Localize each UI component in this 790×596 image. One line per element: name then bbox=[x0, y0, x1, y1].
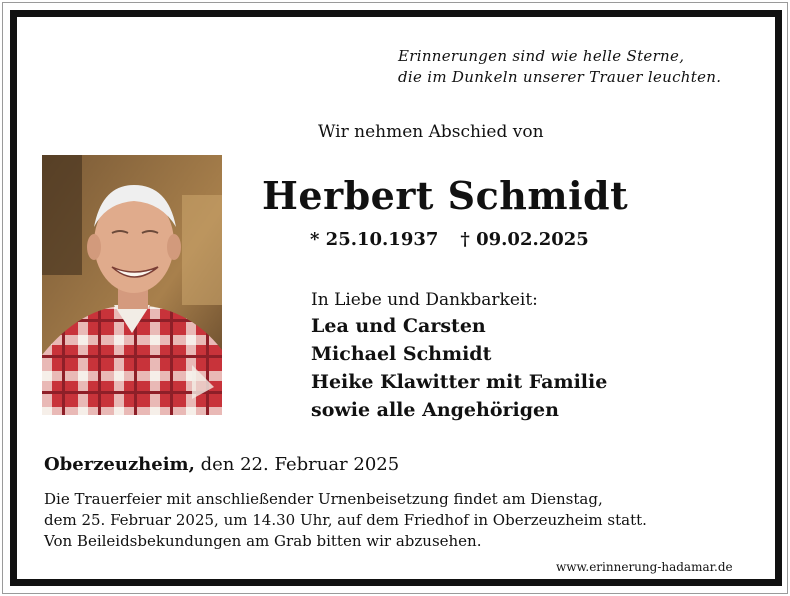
life-dates bbox=[310, 229, 589, 250]
birth-date: * 25.10.1937 bbox=[310, 229, 439, 250]
intro-text: Wir nehmen Abschied von bbox=[318, 122, 544, 142]
service-line-3: Von Beileidsbekundungen am Grab bitten wir abzusehen. bbox=[44, 532, 482, 550]
portrait-photo bbox=[42, 155, 222, 415]
deceased-name: Herbert Schmidt bbox=[262, 173, 629, 218]
mourner-2: Michael Schmidt bbox=[311, 343, 492, 365]
mourner-3: Heike Klawitter mit Familie bbox=[311, 371, 608, 393]
poem-line-1: Erinnerungen sind wie helle Sterne, bbox=[398, 47, 685, 65]
mourner-1: Lea und Carsten bbox=[311, 315, 486, 337]
poem bbox=[398, 46, 721, 88]
website-link[interactable]: www.erinnerung-hadamar.de bbox=[556, 560, 733, 574]
service-line-2: dem 25. Februar 2025, um 14.30 Uhr, auf dem Friedhof in Oberzeuzheim statt. bbox=[44, 511, 647, 529]
notice-date: den 22. Februar 2025 bbox=[200, 454, 400, 475]
place: Oberzeuzheim, bbox=[44, 454, 195, 475]
mourners-block bbox=[311, 288, 607, 424]
death-date: † 09.02.2025 bbox=[460, 229, 589, 250]
place-date bbox=[44, 454, 399, 475]
mourner-4: sowie alle Angehörigen bbox=[311, 399, 559, 421]
poem-line-2: die im Dunkeln unserer Trauer leuchten. bbox=[398, 68, 722, 86]
service-line-1: Die Trauerfeier mit anschließender Urnenbeisetzung findet am Dienstag, bbox=[44, 490, 603, 508]
service-info bbox=[44, 489, 647, 552]
thanks-line: In Liebe und Dankbarkeit: bbox=[311, 290, 538, 310]
